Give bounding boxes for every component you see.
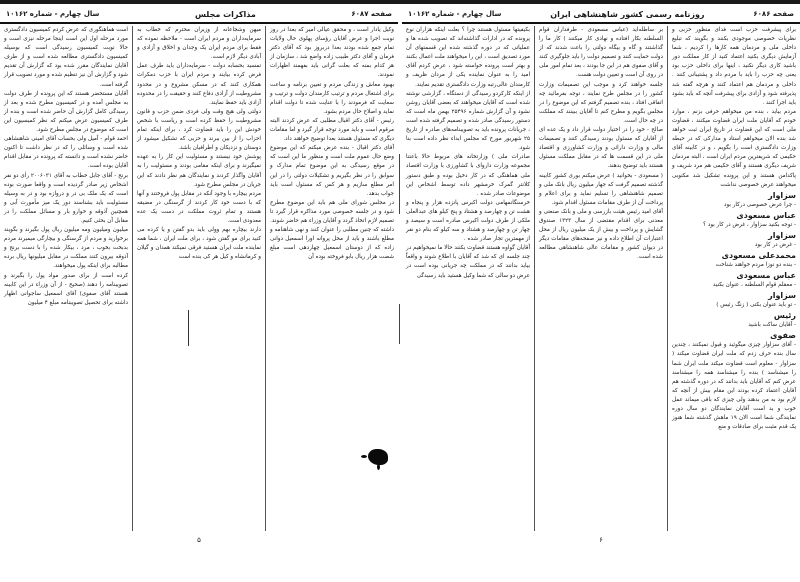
paragraph: برای پیشرفت حزب است فدای منظور حزبی و نظریات خصوصی موجودی بکنند و بگویند که تبلیغ داخلی ملی و مردمان همه کارها را کردیم ، شما آزمایش دیگری بکنید اعتماد کنید از کار مملکت دور باشید کاری دیگر نکنید ، اینها برای داخلی حزب بود یعنی چه حزب را باید با مردم داد و پشتیبانی کنند . داخلی و مردمان هم اعتماد کنند و هرچه گفته شد پذیرفته شود و آزادی برای پیشرفت آنچه که باید بشود باید اجرا کنند . [672, 27, 796, 106]
paragraph: است هماهنگوری که عرض کردم کمیسیون دادگستری مورد مرحله اول این است اینجا مرحله نیزی است و حالا نوبت کمیسیون رسیدگی است که بوسیله کمیسیون دادگستری مطالعه شده است و از طرف آقایان نمایندگان مقرر شده بود که گزارش آن تقدیم شود و گزارش آن نیز تنظیم شده و مورد تصویب قرار گرفته است. [4, 27, 128, 88]
paragraph: بکیفیتها مسئول هستند چرا ؟ بعلت اینکه هزاران نوع پرونده که در ادارات گذاشته‌اند که تصویب شده ها و عملیاتی که در دوره گذشته شده این قسمتهای آن مورد تصدیق است ، این را میخواهند ملت اعمال بکنند و بهتر است پرونده خواسته شود ، عرض کردم آقای امید را به عنوان نماینده یکی از مردان ظریف و کارمندان عالی‌رتبه وزارت دادگستری تقدیم نمایند. [406, 27, 530, 88]
paragraph: احمد قوام - آمیل ولی بحساب آقای امینی شاهنشاهی شده است و وسائلی را که در نظر داشت تا اکنون حاضر نشده است و دانسته که پرونده در مقابل اقدام آقایان بوده است. [4, 136, 128, 170]
paragraph: مردم بیچاره با وجود آنکه در مقابل پول فروختند و آنها که با دست خود کار کردند از گرسنگی در مضیقه هستند و تمام ثروت مملکت در دست یک عده معدودی است. [137, 190, 261, 224]
paragraph: داشته که چنین مطلبی را عنوان کنند و نهی شاهنامه و مطلع باشند و باید از محل پروانه اورا اسمعیل دوانی زاده که از دوستان اسمعیل چهاردهی است مبلغ شصت هزار ریال بابو فروخته بوده آن [270, 227, 394, 261]
left-header-rule [0, 22, 398, 24]
speaker-line: سزاوار - تو باید عنوان بکنی ( زنگ رئیس ) [672, 290, 796, 310]
right-page-columns [402, 26, 800, 531]
paragraph: خرسنگانمهامی دولت اکبرس پانزده هزار و پنجاه و هشت تن و چهارصد و هشتاد و پنج کیلو های عبدالعلی ملکی از طرف دولت اکبرس صادره است و سیصد و چهار تن و چهارصد و هشتاد و سه کیلو که بنام دو نفر از مهمترین تجار صادر شده . [406, 199, 530, 243]
left-page-footer-number: ۵ [197, 536, 201, 544]
ink-blot [368, 449, 388, 465]
paragraph: آقایان گواوه هستند قضاوت بکنند حالا ما نمیخواهیم در چند جلسه ای که شد که آقایان با اطلاع شوند و واقعاً بیاید بدانند که در مملکت چه جریانی بوده است در عرض دو سالی که شما وکیل هستید باید رسیدگی [406, 245, 530, 279]
gutter-mark [399, 304, 400, 344]
left-page-issue: سال چهارم - شماره ۱۰۱۶۲ [6, 10, 100, 18]
paragraph: دارند بیچاره بهم وولی باید بدو گفتن و یا کرده می کنید برای مو گفتن شود ، برای ملت ایران ، شما همه نماینده ملت ایران هستید فرقی نمیکند همدان و گیلان و کرمانشاه و کیل هر کی بنده است [137, 227, 261, 261]
paragraph: بهبود معاش و زندگی مردم و تعیین برنامه و ساعت برای اشتغال مردم و ترتیب کارمندان دولت و ترتیب و سعایت که فرمودند را با عنایت شده تا دولت اقدام نماید و اصلاح حال مردم بشود. [270, 81, 394, 115]
gutter-mark [399, 154, 400, 214]
right-page-number: صفحه ۶۰۸۶ [753, 10, 794, 18]
speaker-line: سزاوار - غرض در کار بود [672, 230, 796, 250]
right-page-issue: سال چهارم - شماره ۱۰۱۶۲ [408, 10, 502, 18]
paragraph: تمسید بحسابه دولت - سرمایه‌داران باید طرف عمل فرض کرده بیایند و مردم ایران با حزب دمکرات همکاری کنند که در مسکن مشروع و در محدود مشروطیت از آزادی دفاع کنند و حقیقت را در محدوده آزادی باید حفظ نمایند. [137, 63, 261, 106]
right-page [402, 4, 800, 582]
paragraph: آقایان مستحضر هستند که این پرونده از طرف دولت به مجلس آمده و در کمیسیون مطرح شده و بعد از رسیدگی کامل گزارش آن حاضر شده است و بنده از طرف کمیسیون عرض میکنم که نظر کمیسیون این است که موضوع در مجلس مطرح شود. [4, 90, 128, 134]
paragraph: برنج - آقای جابل خطاب به آقای ۲۰۰۶۰۳۱ رأی دو نفر اشخاص زیر صادر گردیده است و واقعا صورت بوده است که یک ملک بی در و دروازه بود و در به وسیله مسئولیت باید بشناسند دور یک میز مأمورت آبی و همچنین آذوقه و خوارو بار و مسائل مملکت را در مقابل آن بحثی کنیم. [4, 172, 128, 224]
speaker-line: رئیس - آقایان ساکت باشید [672, 310, 796, 330]
right-page-newspaper-title: روزنامه رسمی کشور شاهنشاهی ایران [550, 9, 705, 19]
speaker-name: سزاوار [768, 230, 796, 240]
left-column-3 [0, 26, 133, 531]
speaker-name: سزاوار [768, 291, 796, 301]
paragraph: صالح - خود را در اختیار دولت قرار داد و یک عده ای از آقایان که مسئول بودند رسیدگی کنند و تصمیمات مالی و وزارت دارائی و وزارت کشاورزی و اقتصاد ملی در این قسمت ها که در مقابل مملکت مسئول هستند باید توضیح بدهند. [539, 127, 663, 170]
speaker-name: سزاوار [768, 190, 796, 200]
paragraph: وکیل یادار است ، و محقق عیالی امیر که بعدا در روز نوبت اجرا و عرض آقایان رؤسای پهلوی حال ولایات تمام جمع شده بودند بعدا دربروز بود که آقای دکتر فرمان و آقای دکتر طبیب زاده واضع شد ، سازمان از هر کدام بمنه که بعلت گرانی باید بفهمند اظهارات نمودند. [270, 27, 394, 79]
left-page-section-title: مذاکرات مجلس [195, 9, 256, 19]
speaker-line: محمدعلی مسعودی - بنده دو نوزا مردم خواهند شناخت [672, 250, 796, 270]
left-page-number: صفحه ۶۰۸۷ [351, 10, 392, 18]
right-page-footer-number: ۶ [599, 536, 603, 544]
scan-artifact-mark [188, 310, 189, 346]
speaker-line: سزاوار - چرا عرض خصوصی درکار بود [672, 190, 796, 210]
paragraph: ( مسعودی - بخوانید ) عرض میکنم بوری کشور کابینه گذشته تصمیم گرفت که جهار میلیون ریال بانک ملی و تصمیم شاهنشاهی را تسلیم نماید و برای اعلام و پرداخت آن از طرف مقامات مسئول اقدام شود. [539, 172, 663, 206]
paragraph: مردم بیاید ، بنده من میخواهم حرفی بزنم ، موارد خودم که آقایان ملت ایران قضاوت میکنند ، قضاوت ملی است که این قضاوت در تاریخ ایران ثبت خواهد شد بنده الان میخواهم استاد و مدارکی که در حیطه وزارت دادگستری است را بگویم ، و در کابینه آقای حکیمی که شریفترین مردم ایران است ، البته مردمان شریف دیگری هستند و آقای حکیمی هم مرد شریف و پاکدامن هستند و این پرونده تشکیل شد مکتوبی میخواهند عرض خصوصی نداشت [672, 108, 796, 188]
right-column-2 [535, 26, 668, 531]
speaker-line: عباس مسعودی - معقلم قوام السلطنه ، عنوان بکنید [672, 270, 796, 290]
speaker-name: عباس مسعودی [736, 210, 796, 220]
paragraph: در مجلس شورای ملی هم باید این موضوع مطرح شود و در جلسه خصوصی مورد مذاکره قرار گیرد تا تصمیم لازم اتخاذ گردد و آقایان وزراء هم حاضر شوند. [270, 199, 394, 224]
right-column-1 [668, 26, 800, 531]
left-column-2 [133, 26, 266, 531]
speaker-name: رئیس [773, 311, 796, 321]
left-page-columns [0, 26, 398, 531]
paragraph: کرده است از برای صدور مواد پول را بگیرند و تصویبنامه را دهند (صحیح - از آن وزراء در این کابینه هستند آقای صفوی) آقای اسمعیل ساجوانی اظهار داشته برای تحصیل تصویبنامه مبلغ ۴ میلیون [4, 272, 128, 306]
paragraph: صادرات ملی ) وزارتخانه های مربوط حالا باعتنا مجموعه وزارت داروای با کشاورزی با وزارت اقتصاد ملی هماهنگی که در کار دخیل بوده و طبق دستور کلانتر گمرک خرمشهر داده توسط اشخاص این موضوعات صادر شده . [406, 154, 530, 197]
paragraph: پوشش خود نیستند و مسئولیت این کار را به عهده نمیگیرند و برای اینکه مقامی بودند و مسئولیت را به آقایان واگذار کردند و نمایندگان هم نظر دادند که این جریان در مجلس مطرح شود. [137, 154, 261, 188]
left-page [0, 4, 398, 582]
paragraph: جلسه خواهند کرد و موجب این تصمیمات وزارت کشور را در مجلس طرح نمایند ، توجه بفرمائید چه اتفاقی افتاد ، بنده تصمیم گرفتم که این موضوع را در مجلس بگویم و مطرح کنم تا آقایان ببینند که مملکت در چه حال است. [539, 81, 663, 124]
left-page-header [0, 6, 398, 22]
right-column-3 [402, 26, 535, 531]
paragraph: آقای دکتر اقبال - بنده عرض میکنم که این موضوع وضع حال عموم ملت است و منظور ما این است که در موقع رسیدگی به این موضوع تمام مدارک و سوابق را در نظر بگیریم و تشکیلات دولتی را در این امر مطلع سازیم و هر کس که مسئول است باید جواب بدهد. [270, 145, 394, 197]
speaker-name: صفوی [770, 331, 796, 341]
speaker-name: عباس مسعودی [736, 271, 796, 281]
paragraph: دولتی ولی هیچ وقت ولی فردی ضمن حزب و قانون مشروطیت را حفظ کرده است و ریاست با شخص خودش این را باید قضاوت کرد ، برای اینکه تمام احزاب را از بین ببرند و حزبی که تشکیل میشود از دوستان و نزدیکان و اطرافیان باشد. [137, 108, 261, 152]
paragraph: آقای امید رئیس هیئت بازرسی و ملی و بانک صنعتی و معدنی برای اقدام مقتضی از سال ۱۳۲۳ صندوق گشایش و پرداخت و بیش از یک میلیون ریال از محل اعتبارات آن اطلاع داده و نیز صفحه‌های مقامات دیگر در دیوان کشور و مقامات عالی شاهنشاهی مطالعه شده است. [539, 208, 664, 261]
paragraph: رئیس - آقای دکتر اقبال مطلبی که عرض کردند البته مرقوم است و باید مورد توجه قرار گیرد و اما مقامات دیگری که مسئول هستند بعدا توضیح خواهند داد. [270, 117, 394, 143]
speaker-name: محمدعلی مسعودی [721, 250, 796, 260]
paragraph: از اینکه کارکردو رسیدگی از دستگاه ، گزارشی نوشته شده است که آقایان میخواهند که بعضی آقایان روشن نشود و آن گزارش شماره ۲۵۴۹۶ بهمن ماه است که دستور رسیدگی صادر شده و تصمیم گرفته شده است ، جریانات پرونده باید به تصویبنامه‌های صادره از تاریخ ۲۵ شهریور مورخ که مجلس ابداء نظر داده است بنا شود. [406, 90, 530, 152]
right-header-rule [402, 22, 800, 24]
paragraph: بر ساطله‌اید (عباس مسعودی - طرفداران قوام السلطنه بکار افتاده و نهادی کار میکنند ) کار ما را گذاشتند و گاه و بیگاه دولتی را باعث شدند که از دولت حمایت کنند و تصمیم دولت را باید جلوگیری کنند و آقای صفوی هم در این جا بودند ، بعد تمام امور ملی در روی آن است و تعیین دولت هست. [539, 27, 663, 79]
speaker-line: عباس مسعودی - توجه بکنید سزاوار ، غرض در کار بود ؟ [672, 210, 796, 230]
paragraph: میلیون ومیلیون ومه میلیون ریال پول بگیرند و بگویند برخوارید و مردم از گرسنگی و بیچارگی میمیرند مردم بدبخت بخوب ، مرد ، بیکار شده را با دست برنج و آذوقه بیرون کنند مملکت در مقابل میلیونها ریال برده مطالبه برای اینکه پول میخواهند. [4, 227, 128, 270]
speaker-line: صفوی - آقای سزاوار چیزی میگوئید و قبول نمیکنند ، چندین سال بنده حرف زدم که ملت ایران قضاوت میکند ( سزاوار - معلوم است قضاوت میکند ملت ایران شما را میشناسد ) بنده را میشناسد همه را میشناسد عرض کنم که آقایان باید بدانند که در دوره گذشته هم آقایان اعتماد کرده بودند این مقام بیش از آنچه که لازم بود به من بدهند ولی چیزی که باقی میماند عمل خوب و بد است آقایان نمایندگان دو سال دوره نمایندگی شما است الان ۱۹ ماهش گذشته شما هنوز یک قدم مثبت برای صادقات و منع [672, 331, 796, 431]
right-page-header [402, 6, 800, 22]
paragraph: میهن وشجاعانه از وزیران محترم که خطاب به سرمایه‌داران و مردم ایران است - ملاحظه نموده که فقط برای مردم ایران یک وجدان و اخلاق و آزادی و آبادی دیگر لازم است. [137, 27, 261, 61]
